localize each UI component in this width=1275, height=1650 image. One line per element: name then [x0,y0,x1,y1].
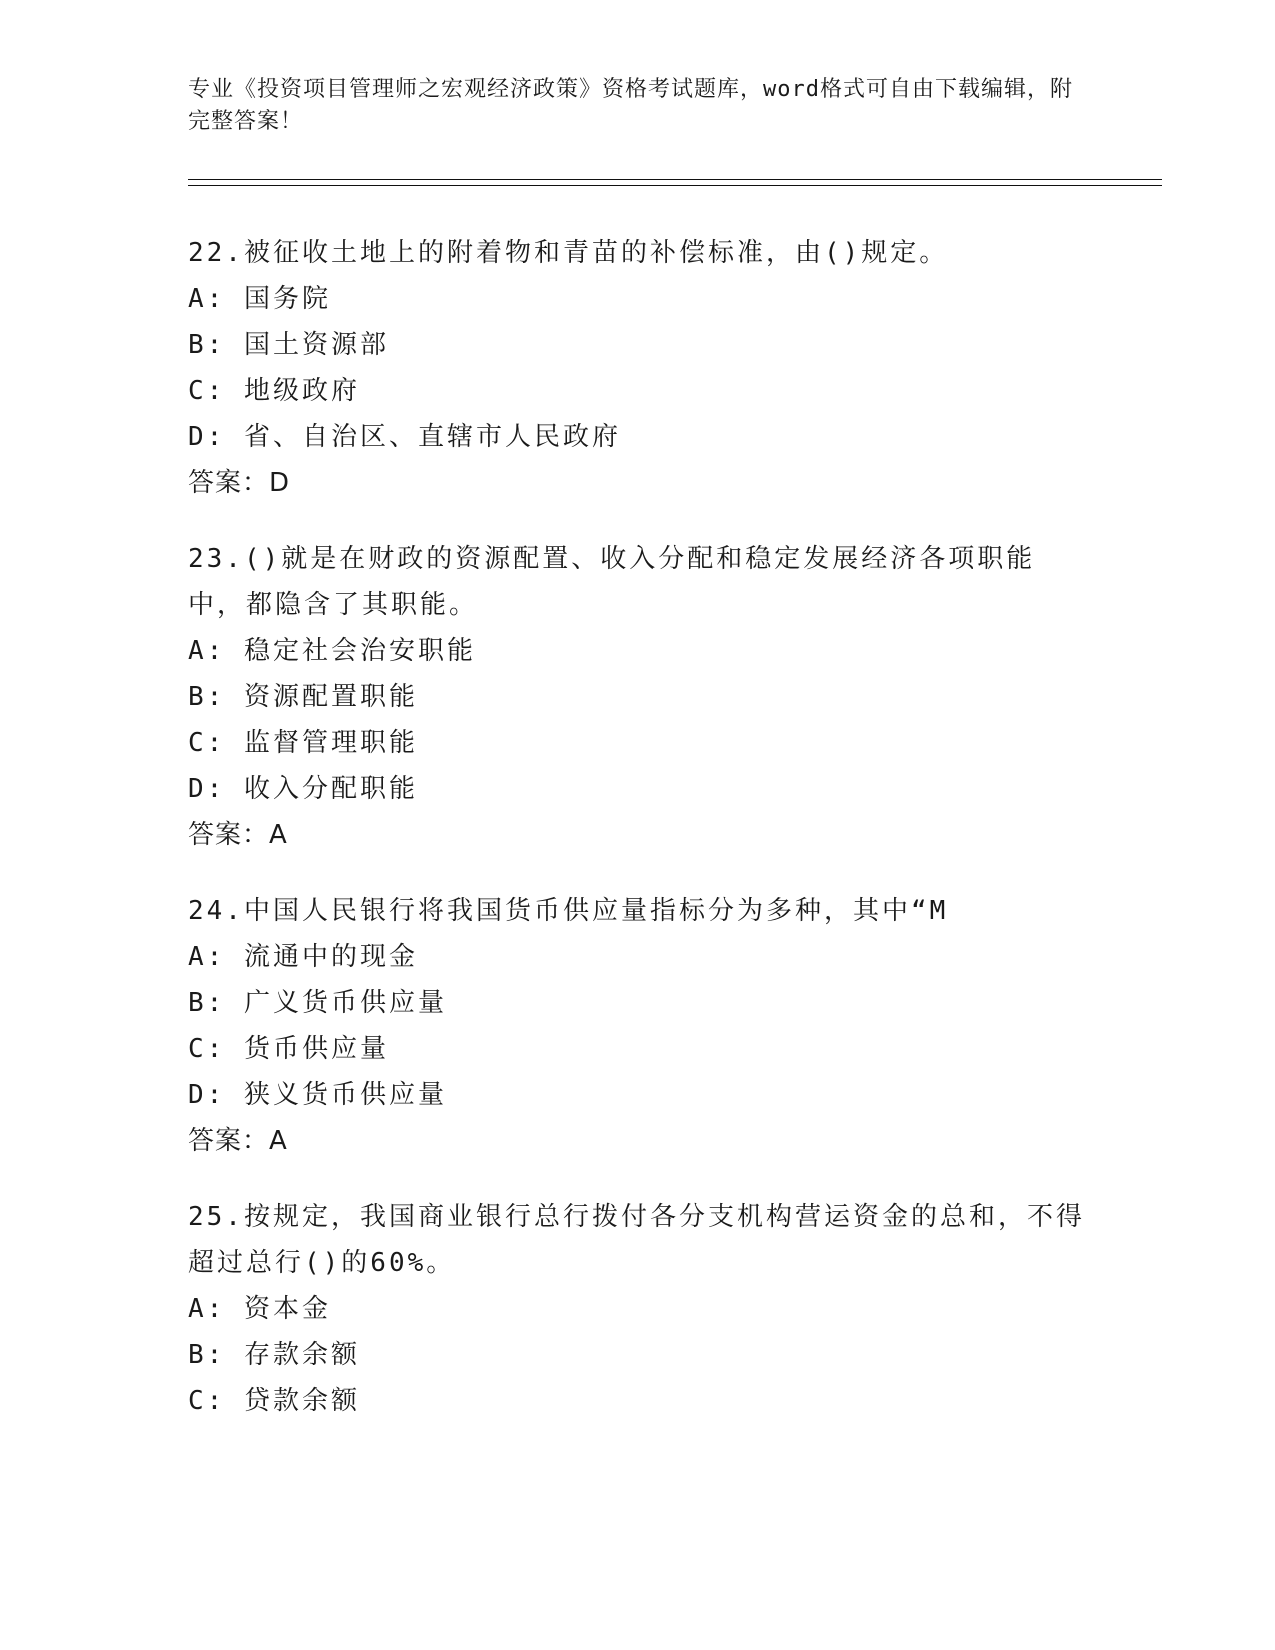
option-key: A: [188,1294,226,1324]
option-text: 省、自治区、直辖市人民政府 [243,422,621,452]
option-b [188,980,1088,1026]
option-c [188,720,1088,766]
document-header: 专业《投资项目管理师之宏观经济政策》资格考试题库，word格式可自由下载编辑，附完整答案！ [188,77,1073,134]
question-22 [188,230,1088,506]
option-key: B: [188,1340,226,1370]
option-a [188,934,1088,980]
question-stem [188,888,1088,934]
option-b [188,674,1088,720]
option-text: 贷款余额 [243,1386,360,1416]
option-c [188,368,1088,414]
option-key: C: [188,728,226,758]
header-divider [188,179,1162,186]
option-b [188,322,1088,368]
question-text: 被征收土地上的附着物和青苗的补偿标准，由()规定。 [243,238,949,268]
question-25 [188,1194,1088,1424]
option-a [188,628,1088,674]
answer-line: 答案：D [188,468,291,498]
question-text: ()就是在财政的资源配置、收入分配和稳定发展经济各项职能中，都隐含了其职能。 [188,544,1036,620]
option-text: 监督管理职能 [243,728,418,758]
answer-line: 答案：A [188,820,288,850]
option-d [188,414,1088,460]
question-stem [188,230,1088,276]
question-number: 22. [188,238,244,268]
answer-line: 答案：A [188,1126,288,1156]
option-text: 地级政府 [243,376,360,406]
option-key: A: [188,636,226,666]
option-text: 国务院 [243,284,331,314]
option-key: B: [188,330,226,360]
option-key: B: [188,988,226,1018]
option-a [188,276,1088,322]
option-key: D: [188,774,226,804]
option-key: D: [188,422,226,452]
option-key: D: [188,1080,226,1110]
question-24 [188,888,1088,1164]
option-c [188,1026,1088,1072]
question-text: 按规定，我国商业银行总行拨付各分支机构营运资金的总和，不得超过总行()的60%。 [188,1202,1085,1278]
question-number: 25. [188,1202,244,1232]
option-text: 存款余额 [243,1340,360,1370]
option-b [188,1332,1088,1378]
question-stem [188,536,1088,628]
option-key: A: [188,942,226,972]
option-text: 狭义货币供应量 [243,1080,447,1110]
option-text: 稳定社会治安职能 [243,636,476,666]
option-key: B: [188,682,226,712]
option-text: 国土资源部 [243,330,389,360]
option-d [188,766,1088,812]
question-text: 中国人民银行将我国货币供应量指标分为多种，其中“M [243,896,949,926]
option-key: C: [188,1034,226,1064]
option-text: 广义货币供应量 [243,988,447,1018]
option-c [188,1378,1088,1424]
question-stem [188,1194,1088,1286]
option-text: 收入分配职能 [243,774,418,804]
option-key: C: [188,376,226,406]
option-a [188,1286,1088,1332]
option-text: 资本金 [243,1294,331,1324]
option-text: 货币供应量 [243,1034,389,1064]
option-text: 资源配置职能 [243,682,418,712]
question-23 [188,536,1088,858]
option-d [188,1072,1088,1118]
option-key: A: [188,284,226,314]
question-list [188,230,1088,1454]
question-number: 24. [188,896,244,926]
question-number: 23. [188,544,244,574]
option-text: 流通中的现金 [243,942,418,972]
option-key: C: [188,1386,226,1416]
